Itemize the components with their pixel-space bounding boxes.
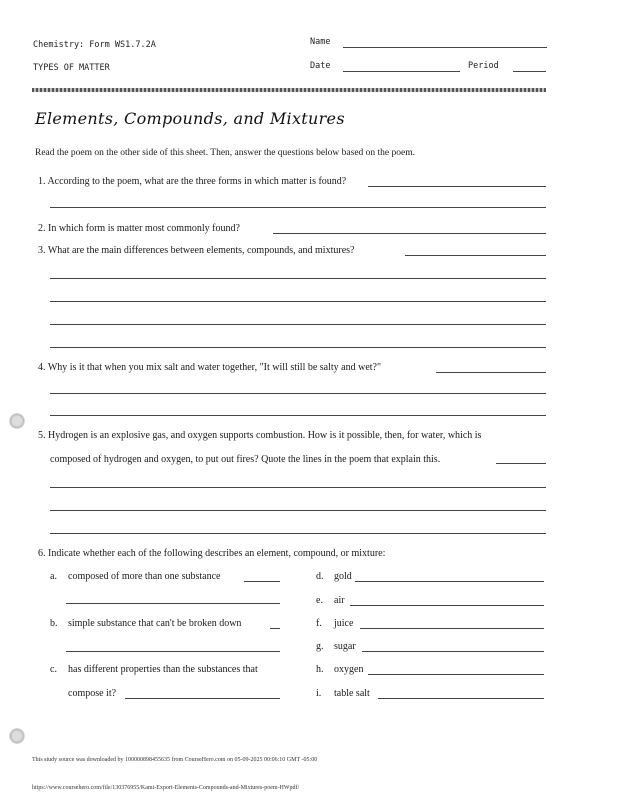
answer-line[interactable] (50, 347, 546, 348)
question-4: 4. Why is it that when you mix salt and water together, "It will still be salty and wet?" (38, 362, 382, 373)
answer-line[interactable] (50, 393, 546, 394)
name-field[interactable] (343, 47, 547, 48)
answer-line[interactable] (50, 324, 546, 325)
answer-line[interactable] (66, 651, 280, 652)
item-c-line-1: has different properties than the substances that (68, 664, 258, 675)
date-field[interactable] (343, 71, 460, 72)
source-url[interactable]: https://www.coursehero.com/file/130376955/Kami-Export-Elements-Compounds-and-Mixtures-poem-HWpdf/ (32, 785, 300, 791)
item-d: gold (334, 571, 352, 582)
item-letter-a: a. (50, 571, 57, 582)
item-c-line-2: compose it? (68, 688, 117, 699)
topic-label: TYPES OF MATTER (33, 63, 110, 73)
item-h: oxygen (334, 664, 364, 675)
answer-line[interactable] (270, 628, 280, 629)
question-6: 6. Indicate whether each of the following describes an element, compound, or mixture: (38, 548, 386, 559)
item-letter-h: h. (316, 664, 324, 675)
answer-line[interactable] (350, 605, 544, 606)
item-letter-f: f. (316, 618, 322, 629)
answer-line[interactable] (50, 533, 546, 534)
answer-line[interactable] (360, 628, 544, 629)
period-field[interactable] (513, 71, 546, 72)
item-letter-b: b. (50, 618, 58, 629)
answer-line[interactable] (50, 301, 546, 302)
item-letter-e: e. (316, 595, 323, 606)
answer-line[interactable] (355, 581, 544, 582)
question-2: 2. In which form is matter most commonly found? (38, 223, 240, 234)
answer-line[interactable] (66, 603, 280, 604)
item-letter-i: i. (316, 688, 322, 699)
question-5-line-1: 5. Hydrogen is an explosive gas, and oxygen supports combustion. How is it possible, then, for water, which is (38, 430, 482, 441)
item-e: air (334, 595, 345, 606)
answer-line[interactable] (244, 581, 280, 582)
period-label: Period (468, 61, 499, 71)
answer-line[interactable] (496, 463, 546, 464)
answer-line[interactable] (368, 186, 546, 187)
download-note: This study source was downloaded by 100000898455635 from CourseHero.com on 05-09-2025 00:06:10 GMT -05:00 (32, 757, 318, 763)
answer-line[interactable] (436, 372, 546, 373)
answer-line[interactable] (378, 698, 544, 699)
answer-line[interactable] (362, 651, 544, 652)
answer-line[interactable] (50, 415, 546, 416)
answer-line[interactable] (50, 278, 546, 279)
header-divider (32, 88, 546, 92)
item-f: juice (334, 618, 354, 629)
answer-line[interactable] (405, 255, 546, 256)
page-title: Elements, Compounds, and Mixtures (35, 109, 345, 128)
answer-line[interactable] (50, 487, 546, 488)
answer-line[interactable] (125, 698, 280, 699)
item-a: composed of more than one substance (68, 571, 221, 582)
question-1: 1. According to the poem, what are the three forms in which matter is found? (38, 176, 347, 187)
answer-line[interactable] (50, 207, 546, 208)
instructions: Read the poem on the other side of this sheet. Then, answer the questions below based on the poem. (35, 148, 415, 158)
date-label: Date (310, 61, 331, 71)
item-letter-g: g. (316, 641, 324, 652)
course-label: Chemistry: Form WS1.7.2A (33, 40, 156, 50)
answer-line[interactable] (50, 510, 546, 511)
item-b: simple substance that can't be broken down (68, 618, 242, 629)
question-3: 3. What are the main differences between elements, compounds, and mixtures? (38, 245, 355, 256)
item-letter-c: c. (50, 664, 57, 675)
answer-line[interactable] (368, 674, 544, 675)
item-letter-d: d. (316, 571, 324, 582)
item-i: table salt (334, 688, 370, 699)
hole-punch-mark (9, 728, 25, 744)
question-5-line-2: composed of hydrogen and oxygen, to put out fires? Quote the lines in the poem that explain this. (50, 454, 441, 465)
name-label: Name (310, 37, 331, 47)
item-g: sugar (334, 641, 356, 652)
hole-punch-mark (9, 413, 25, 429)
answer-line[interactable] (273, 233, 546, 234)
